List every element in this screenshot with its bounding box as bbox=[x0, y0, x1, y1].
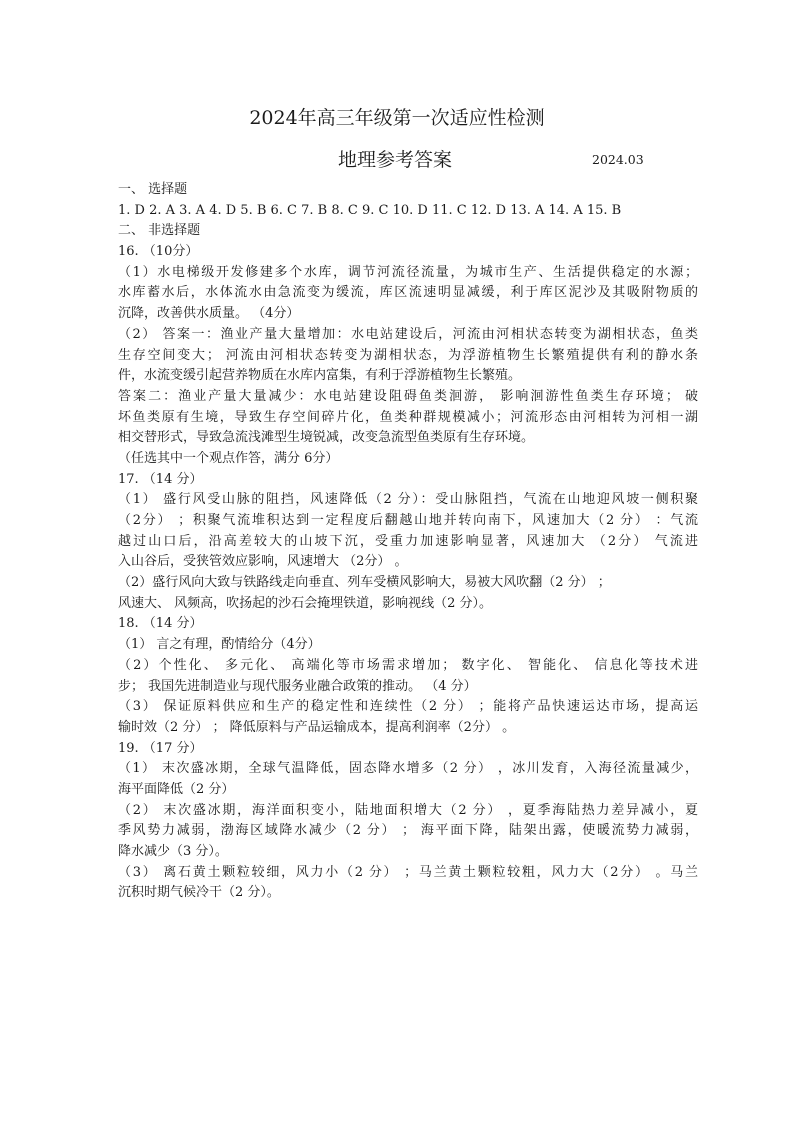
answer-line: 16. （10分） bbox=[118, 244, 199, 260]
answer-line: 18. （14 分） bbox=[118, 616, 203, 632]
answer-line: （任选其中一个观点作答，满分 6分） bbox=[118, 450, 339, 466]
document-date: 2024.03 bbox=[592, 152, 644, 167]
answer-line: （2） 答案一：渔业产量大量增加：水电站建设后，河流由河相状态转变为湖相状态，鱼类 bbox=[118, 326, 698, 342]
answer-line: （1）水电梯级开发修建多个水库，调节河流径流量，为城市生产、生活提供稳定的水源； bbox=[118, 264, 698, 280]
answer-line: （2） 末次盛冰期，海洋面积变小，陆地面积增大（2 分） ，夏季海陆热力差异减小，夏 bbox=[118, 802, 698, 818]
answer-line: 风速大、 风频高，吹扬起的沙石会掩埋铁道，影响视线（2 分）。 bbox=[118, 595, 493, 611]
page-subtitle: 地理参考答案 bbox=[338, 149, 453, 171]
answer-line: 输时效（2 分） ； 降低原料与产品运输成本，提高利润率（2分） 。 bbox=[118, 719, 516, 735]
answer-line: 一、 选择题 bbox=[118, 182, 188, 197]
answer-line: 17. （14 分） bbox=[118, 471, 203, 487]
answer-line: 季风势力减弱，渤海区域降水减少（2 分） ； 海平面下降，陆架出露，使暖流势力减弱， bbox=[118, 823, 698, 839]
answer-line: 生存空间变大； 河流由河相状态转变为湖相状态，为浮游植物生长繁殖提供有利的静水条 bbox=[118, 347, 698, 363]
answer-line: （1） 言之有理，酌情给分（4分） bbox=[118, 637, 321, 653]
answer-line: 降水减少（3 分）。 bbox=[118, 844, 228, 859]
answer-line: （2）个性化、 多元化、 高端化等市场需求增加； 数字化、 智能化、 信息化等技术进 bbox=[118, 657, 698, 673]
answer-line: （3） 离石黄土颗粒较细，风力小（2 分） ；马兰黄土颗粒较粗，风力大（2分） 。马兰 bbox=[118, 864, 698, 880]
answer-line: 19. （17 分） bbox=[118, 740, 203, 756]
answer-line: （1） 盛行风受山脉的阻挡，风速降低（2 分）：受山脉阻挡，气流在山地迎风坡一侧积聚 bbox=[118, 492, 698, 508]
answer-line: 越过山口后，沿高差较大的山坡下沉，受重力加速影响显著，风速加大 （2分） 气流进 bbox=[118, 533, 698, 549]
answer-line: 沉降，改善供水质量。 （4分） bbox=[118, 306, 300, 322]
answer-line: 答案二：渔业产量大量减少：水电站建设阻碍鱼类洄游， 影响洄游性鱼类生存环境； 破 bbox=[118, 388, 698, 404]
answer-line: 二、 非选择题 bbox=[118, 223, 201, 239]
answer-line: 入山谷后，受狭管效应影响，风速增大 （2分） 。 bbox=[118, 554, 408, 570]
answer-line: 步； 我国先进制造业与现代服务业融合政策的推动。 （4 分） bbox=[118, 678, 477, 694]
answer-line: （3） 保证原料供应和生产的稳定性和连续性（2 分） ；能将产品快速运达市场，提高运 bbox=[118, 699, 698, 715]
answer-line: 沉积时期气候冷干（2 分）。 bbox=[118, 885, 280, 901]
page-title: 2024年高三年级第一次适应性检测 bbox=[249, 107, 545, 129]
answer-line: （2分） ；积聚气流堆积达到一定程度后翻越山地并转向南下，风速加大（2 分） ：气流 bbox=[118, 513, 698, 528]
answer-line: 件，水流变缓引起营养物质在水库内富集，有利于浮游植物生长繁殖。 bbox=[118, 368, 522, 384]
answer-line: 1. D 2. A 3. A 4. D 5. B 6. C 7. B 8. C 9. C 10. D 11. C 12. D 13. A 14. A 15. B bbox=[118, 202, 622, 218]
answer-line: （2）盛行风向大致与铁路线走向垂直、列车受横风影响大，易被大风吹翻（2 分） ； bbox=[118, 575, 611, 591]
answer-line: 水库蓄水后，水体流水由急流变为缓流，库区流速明显减缓，利于库区泥沙及其吸附物质的 bbox=[118, 285, 698, 301]
answer-line: 相交替形式，导致急流浅滩型生境锐减，改变急流型鱼类原有生存环境。 bbox=[118, 430, 535, 446]
answer-line: （1） 末次盛冰期，全球气温降低，固态降水增多（2 分） ，冰川发育，入海径流量减少， bbox=[118, 761, 698, 777]
answer-body bbox=[118, 180, 698, 904]
answer-line: 坏鱼类原有生境，导致生存空间碎片化，鱼类种群规模减小；河流形态由河相转为河相一湖 bbox=[118, 409, 698, 425]
answer-line: 海平面降低（2 分） bbox=[118, 781, 235, 797]
